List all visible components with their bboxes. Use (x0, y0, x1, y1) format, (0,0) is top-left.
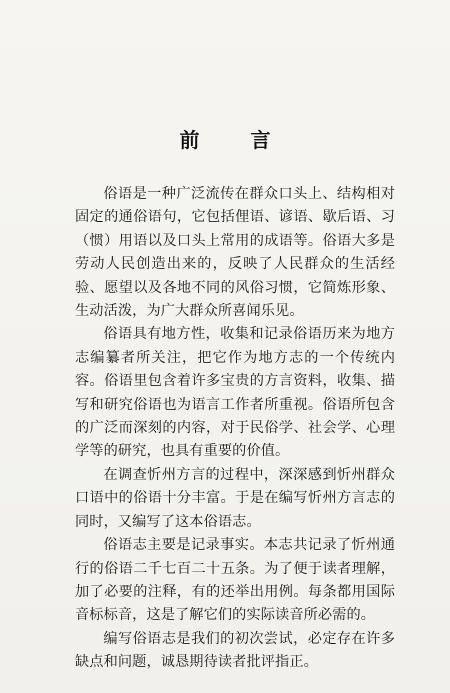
paragraph-1: 俗语是一种广泛流传在群众口头上、结构相对固定的通俗语句，它包括俚语、谚语、歇后语、习（惯）用语以及口头上常用的成语等。俗语大多是劳动人民创造出来的，反映了人民群众的生活经验、愿望以及各地不同的风俗习惯，它简炼形象、生动活泼，为广大群众所喜闻乐见。 (75, 186, 395, 320)
page-title: 前 言 (179, 128, 293, 152)
paragraph-2: 俗语具有地方性，收集和记录俗语历来为地方志编纂者所关注，把它作为地方志的一个传统内容。俗语里包含着许多宝贵的方言资料，收集、描写和研究俗语也为语言工作者所重视。俗语所包含的广泛而深刻的内容，对于民俗学、社会学、心理学等的研究，也具有重要的价值。 (75, 326, 395, 460)
paragraph-5: 编写俗语志是我们的初次尝试，必定存在许多缺点和问题，诚恳期待读者批评指正。 (75, 630, 395, 671)
paragraph-3: 在调查忻州方言的过程中，深深感到忻州群众口语中的俗语十分丰富。于是在编写忻州方言志的同时，又编写了这本俗语志。 (75, 466, 395, 530)
preface-body (75, 183, 395, 675)
paragraph-4: 俗语志主要是记录事实。本志共记录了忻州通行的俗语二千七百二十五条。为了便于读者理解，加了必要的注释，有的还举出用例。每条都用国际音标标音，这是了解它们的实际读音所必需的。 (75, 537, 395, 624)
